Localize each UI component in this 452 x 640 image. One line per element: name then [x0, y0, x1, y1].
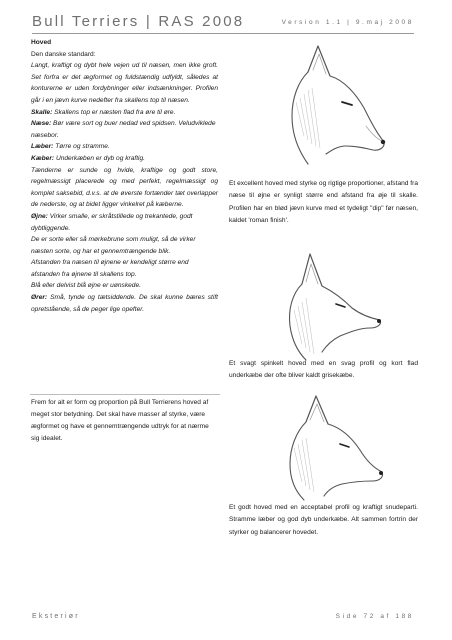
version-label: Version 1.1 | 9.maj 2008	[281, 19, 414, 26]
dog-head-excellent-illustration	[246, 42, 396, 174]
skalle-label: Skalle:	[31, 108, 53, 116]
standard-kaeber	[31, 153, 218, 165]
caption-excellent-text: Et excellent hoved med styrke og rigtige proportioner, afstand fra næse til øjne er synligt større end afstand fra øje til skalle. Profilen har en blød jævn kurve med et tydeligt "dip" før næsen, kaldet 'roman finish'.	[229, 180, 418, 224]
header-rule	[32, 33, 414, 34]
standard-ojne	[31, 211, 218, 234]
standard-text-column	[31, 37, 218, 315]
skalle-text: Skallens top er næsten flad fra øre til øre.	[54, 108, 176, 116]
caption-weak-text: Et svagt spinkelt hoved med en svag profil og kort flad underkæbe der ofte bliver kaldt grisekæbe.	[229, 360, 418, 380]
naese-text: Bør være sort og buer nedad ved spidsen. Veludviklede næsebor.	[31, 120, 216, 139]
laeber-text: Tørre og stramme.	[55, 143, 110, 151]
standard-skalle	[31, 107, 218, 119]
ojne-text: Virker smalle, er skråtstillede og trekantede, godt dybtliggende.	[31, 212, 193, 232]
section-heading: Hoved	[31, 39, 52, 46]
standard-intro: Den danske standard:	[31, 50, 96, 58]
form-paragraph	[31, 397, 218, 445]
standard-eyes-color: De er sorte eller så mørkebrune som muligt, så de virker næsten sorte, og har et gennemtrængende blik.	[31, 236, 196, 255]
kaeber-text: Underkæben er dyb og kraftig.	[55, 154, 146, 162]
naese-label: Næse:	[31, 120, 52, 128]
column-divider	[30, 394, 220, 395]
orer-label: Ører:	[31, 294, 48, 302]
form-text: Frem for alt er form og proportion på Bull Terrierens hoved af meget stor betydning. Det skal have masser af styrke, være ægformet og have et gennemtrængende udtryk for at nærme sig idealet.	[31, 399, 209, 442]
document-title: Bull Terriers | RAS 2008	[32, 13, 245, 30]
kaeber-label: Kæber:	[31, 154, 55, 162]
footer-page-number: Side 72 af 188	[335, 613, 414, 620]
standard-teeth: Tænderne er sunde og hvide, kraftige og godt store, regelmæssigt placerede og med perfekt, regelmæssigt og komplet saksebid, d.v.s. at de øverste fortænder tæt overlapper de nederste, og at bidet ligger vinkelret på kæberne.	[31, 166, 218, 209]
caption-good	[229, 502, 418, 539]
standard-description: Langt, kraftigt og dybt hele vejen ud til næsen, men ikke groft. Set forfra er det ægformet og fuldstændig udfyldt, således at konturerne er uden fordybninger eller indsænkninger. Profilen går i en jævn kurve nedefter fra skallens top til næsen.	[31, 62, 218, 104]
laeber-label: Læber:	[31, 143, 54, 151]
dog-head-good-illustration	[246, 392, 396, 504]
footer-section: Eksteriør	[32, 613, 80, 620]
caption-weak	[229, 358, 418, 383]
ojne-label: Øjne:	[31, 212, 48, 220]
standard-naese	[31, 118, 218, 141]
standard-laeber	[31, 141, 218, 153]
caption-excellent	[229, 178, 418, 227]
standard-orer	[31, 292, 218, 315]
dog-head-weak-illustration	[246, 248, 396, 366]
caption-good-text: Et godt hoved med en acceptabel profil og kraftigt snudeparti. Stramme læber og god dyb underkæbe. Alt sammen fortrin der styrker og balancerer hovedet.	[229, 504, 418, 536]
standard-eyes-distance: Afstanden fra næsen til øjnene er kendeligt større end afstanden fra øjnene til skallens top.	[31, 259, 189, 278]
standard-eyes-blue: Blå eller delvist blå øjne er uønskede.	[31, 282, 141, 290]
orer-text: Små, tynde og tætsiddende. De skal kunne bæres stift opretstående, så de peger lige opefter.	[31, 294, 218, 313]
